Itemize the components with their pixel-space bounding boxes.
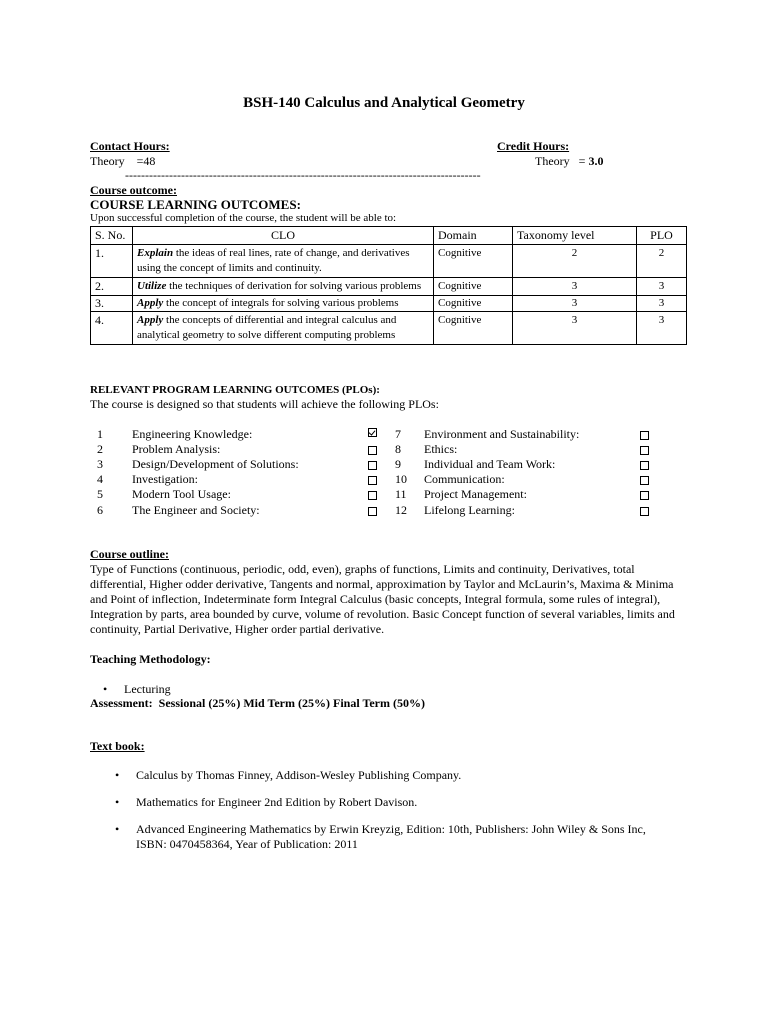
row-taxonomy: 3 bbox=[513, 296, 637, 312]
clo-text: the concept of integrals for solving various problems bbox=[163, 297, 399, 309]
table-row bbox=[91, 278, 687, 296]
row-taxonomy: 2 bbox=[513, 245, 637, 278]
course-outline-text: Type of Functions (continuous, periodic, odd, even), graphs of functions, Limits and continuity, Derivatives, total differential, Higher odder derivative, Tangents and normal, approximation by Taylor and McLaurin’s, Maxima & Minima and Point of inflection, Indeterminate form Integral Calculus (basic concepts, Integral formula, some rules of integral), Integration by parts, area bounded by curve, volume of revolution. Basic Concept function of several variables, limits and continuity, Partial Derivative, Higher order partial derivative. bbox=[90, 562, 675, 636]
header-domain: Domain bbox=[434, 227, 513, 245]
document-title: BSH-140 Calculus and Analytical Geometry bbox=[243, 95, 525, 111]
textbook-item: Advanced Engineering Mathematics by Erwin Kreyzig, Edition: 10th, Publishers: John Wiley & Sons Inc, ISBN: 0470458364, Year of Publication: 2011 bbox=[136, 822, 646, 851]
row-clo bbox=[133, 296, 434, 312]
header-sno: S. No. bbox=[91, 227, 133, 245]
plo-12-checkbox[interactable] bbox=[640, 507, 649, 516]
plo-number: 4 bbox=[97, 472, 103, 486]
row-taxonomy: 3 bbox=[513, 312, 637, 345]
plo-heading: RELEVANT PROGRAM LEARNING OUTCOMES (PLOs): bbox=[90, 384, 380, 396]
plo-label: Ethics: bbox=[424, 442, 458, 456]
plo-label: Modern Tool Usage: bbox=[132, 487, 231, 501]
table-row bbox=[91, 245, 687, 278]
row-domain: Cognitive bbox=[434, 245, 513, 278]
bullet-icon: • bbox=[115, 822, 120, 836]
teaching-item: Lecturing bbox=[124, 682, 171, 696]
plo-4-checkbox[interactable] bbox=[368, 476, 377, 485]
credit-theory-label: Theory bbox=[535, 154, 570, 168]
plo-3-checkbox[interactable] bbox=[368, 461, 377, 470]
clo-text: the ideas of real lines, rate of change, and derivatives using the concept of limits and continuity. bbox=[137, 247, 410, 274]
header-plo: PLO bbox=[637, 227, 687, 245]
credit-hours-theory bbox=[535, 154, 603, 169]
textbook-heading: Text book: bbox=[90, 739, 145, 753]
row-domain: Cognitive bbox=[434, 312, 513, 345]
plo-number: 1 bbox=[97, 427, 103, 441]
row-sno: 1. bbox=[91, 245, 133, 278]
credit-value: 3.0 bbox=[588, 154, 604, 168]
plo-number: 8 bbox=[395, 442, 401, 456]
row-domain: Cognitive bbox=[434, 278, 513, 296]
separator-dashes: ----------------------------------------------------------------------------------------- bbox=[125, 168, 481, 182]
row-taxonomy: 3 bbox=[513, 278, 637, 296]
plo-number: 7 bbox=[395, 427, 401, 441]
credit-hours-heading: Credit Hours: bbox=[497, 139, 570, 153]
plo-1-checkbox-checked[interactable] bbox=[368, 428, 377, 437]
plo-2-checkbox[interactable] bbox=[368, 446, 377, 455]
plo-9-checkbox[interactable] bbox=[640, 461, 649, 470]
header-taxonomy: Taxonomy level bbox=[513, 227, 637, 245]
textbook-item: Mathematics for Engineer 2nd Edition by Robert Davison. bbox=[136, 795, 418, 809]
credit-eq: = bbox=[578, 154, 586, 168]
row-sno: 3. bbox=[91, 296, 133, 312]
plo-number: 6 bbox=[97, 503, 103, 517]
contact-hours-theory: Theory =48 bbox=[90, 154, 156, 168]
row-plo: 3 bbox=[637, 278, 687, 296]
plo-7-checkbox[interactable] bbox=[640, 431, 649, 440]
clo-intro: Upon successful completion of the course, the student will be able to: bbox=[90, 212, 397, 224]
plo-label: Environment and Sustainability: bbox=[424, 427, 580, 441]
clo-text: the techniques of derivation for solving various problems bbox=[166, 280, 422, 292]
textbook-item: Calculus by Thomas Finney, Addison-Wesley Publishing Company. bbox=[136, 768, 462, 782]
clo-verb: Explain bbox=[137, 247, 174, 259]
plo-label: Individual and Team Work: bbox=[424, 457, 556, 471]
clo-heading: COURSE LEARNING OUTCOMES: bbox=[90, 197, 301, 212]
plo-5-checkbox[interactable] bbox=[368, 491, 377, 500]
clo-verb: Apply bbox=[137, 314, 164, 326]
row-plo: 3 bbox=[637, 296, 687, 312]
plo-number: 2 bbox=[97, 442, 103, 456]
plo-label: Lifelong Learning: bbox=[424, 503, 515, 517]
plo-label: Project Management: bbox=[424, 487, 527, 501]
plo-intro: The course is designed so that students will achieve the following PLOs: bbox=[90, 397, 439, 411]
bullet-icon: • bbox=[103, 682, 108, 696]
plo-8-checkbox[interactable] bbox=[640, 446, 649, 455]
plo-number: 9 bbox=[395, 457, 401, 471]
table-row bbox=[91, 312, 687, 345]
assessment-line: Assessment: Sessional (25%) Mid Term (25%) Final Term (50%) bbox=[90, 696, 425, 710]
header-clo: CLO bbox=[133, 227, 434, 245]
plo-number: 10 bbox=[395, 472, 407, 486]
row-clo bbox=[133, 278, 434, 296]
clo-verb: Apply bbox=[137, 297, 164, 309]
plo-11-checkbox[interactable] bbox=[640, 491, 649, 500]
row-sno: 2. bbox=[91, 278, 133, 296]
course-outline-heading: Course outline: bbox=[90, 547, 169, 561]
row-sno: 4. bbox=[91, 312, 133, 345]
course-outcome-heading: Course outcome: bbox=[90, 183, 177, 197]
clo-table-header bbox=[91, 227, 687, 245]
clo-text: the concepts of differential and integral calculus and analytical geometry to solve different computing problems bbox=[137, 314, 397, 341]
plo-label: Investigation: bbox=[132, 472, 198, 486]
contact-hours-heading: Contact Hours: bbox=[90, 139, 170, 153]
plo-number: 12 bbox=[395, 503, 407, 517]
plo-number: 3 bbox=[97, 457, 103, 471]
plo-number: 11 bbox=[395, 487, 407, 501]
table-row bbox=[91, 296, 687, 312]
plo-label: The Engineer and Society: bbox=[132, 503, 260, 517]
plo-number: 5 bbox=[97, 487, 103, 501]
row-clo bbox=[133, 312, 434, 345]
plo-label: Design/Development of Solutions: bbox=[132, 457, 299, 471]
bullet-icon: • bbox=[115, 768, 120, 782]
plo-label: Problem Analysis: bbox=[132, 442, 221, 456]
row-domain: Cognitive bbox=[434, 296, 513, 312]
row-plo: 3 bbox=[637, 312, 687, 345]
teaching-methodology-heading: Teaching Methodology: bbox=[90, 652, 211, 666]
clo-table bbox=[90, 226, 687, 345]
clo-verb: Utilize bbox=[137, 280, 167, 292]
plo-6-checkbox[interactable] bbox=[368, 507, 377, 516]
row-clo bbox=[133, 245, 434, 278]
row-plo: 2 bbox=[637, 245, 687, 278]
bullet-icon: • bbox=[115, 795, 120, 809]
plo-label: Communication: bbox=[424, 472, 505, 486]
plo-label: Engineering Knowledge: bbox=[132, 427, 253, 441]
plo-10-checkbox[interactable] bbox=[640, 476, 649, 485]
